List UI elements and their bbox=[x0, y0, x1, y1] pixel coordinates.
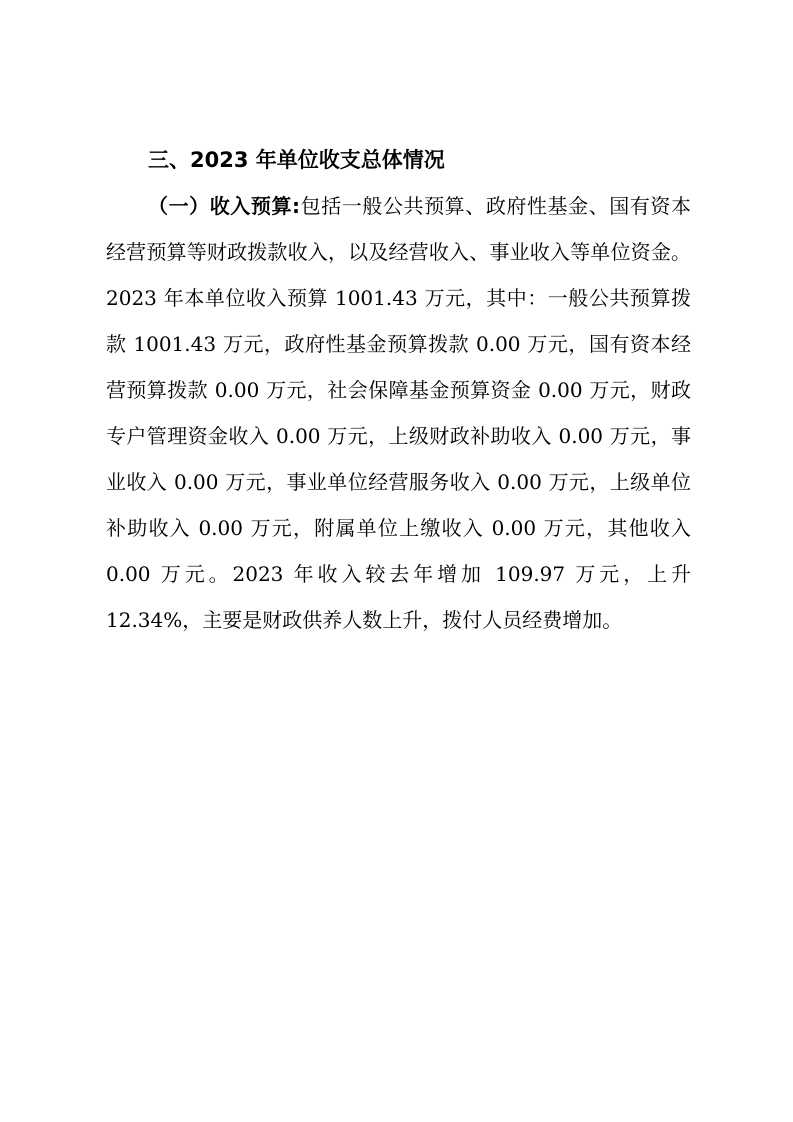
income-budget-paragraph bbox=[106, 183, 691, 643]
subsection-label: （一）收入预算: bbox=[148, 194, 301, 218]
section-heading: 三、2023 年单位收支总体情况 bbox=[148, 148, 445, 172]
paragraph-text: 包括一般公共预算、政府性基金、国有资本经营预算等财政拨款收入，以及经营收入、事业收入等单位资金。2023 年本单位收入预算 1001.43 万元，其中：一般公共预算拨款 1001.43 万元，政府性基金预算拨款 0.00 万元，国有资本经营预算拨款 0.00 万元，社会保障基金预算资金 0.00 万元，财政专户管理资金收入 0.00 万元，上级财政补助收入 0.00 万元，事业收入 0.00 万元，事业单位经营服务收入 0.00 万元，上级单位补助收入 0.00 万元，附属单位上缴收入 0.00 万元，其他收入 0.00 万元。2023 年收入较去年增加 109.97 万元，上升 12.34%，主要是财政供养人数上升，拨付人员经费增加。 bbox=[106, 194, 692, 632]
